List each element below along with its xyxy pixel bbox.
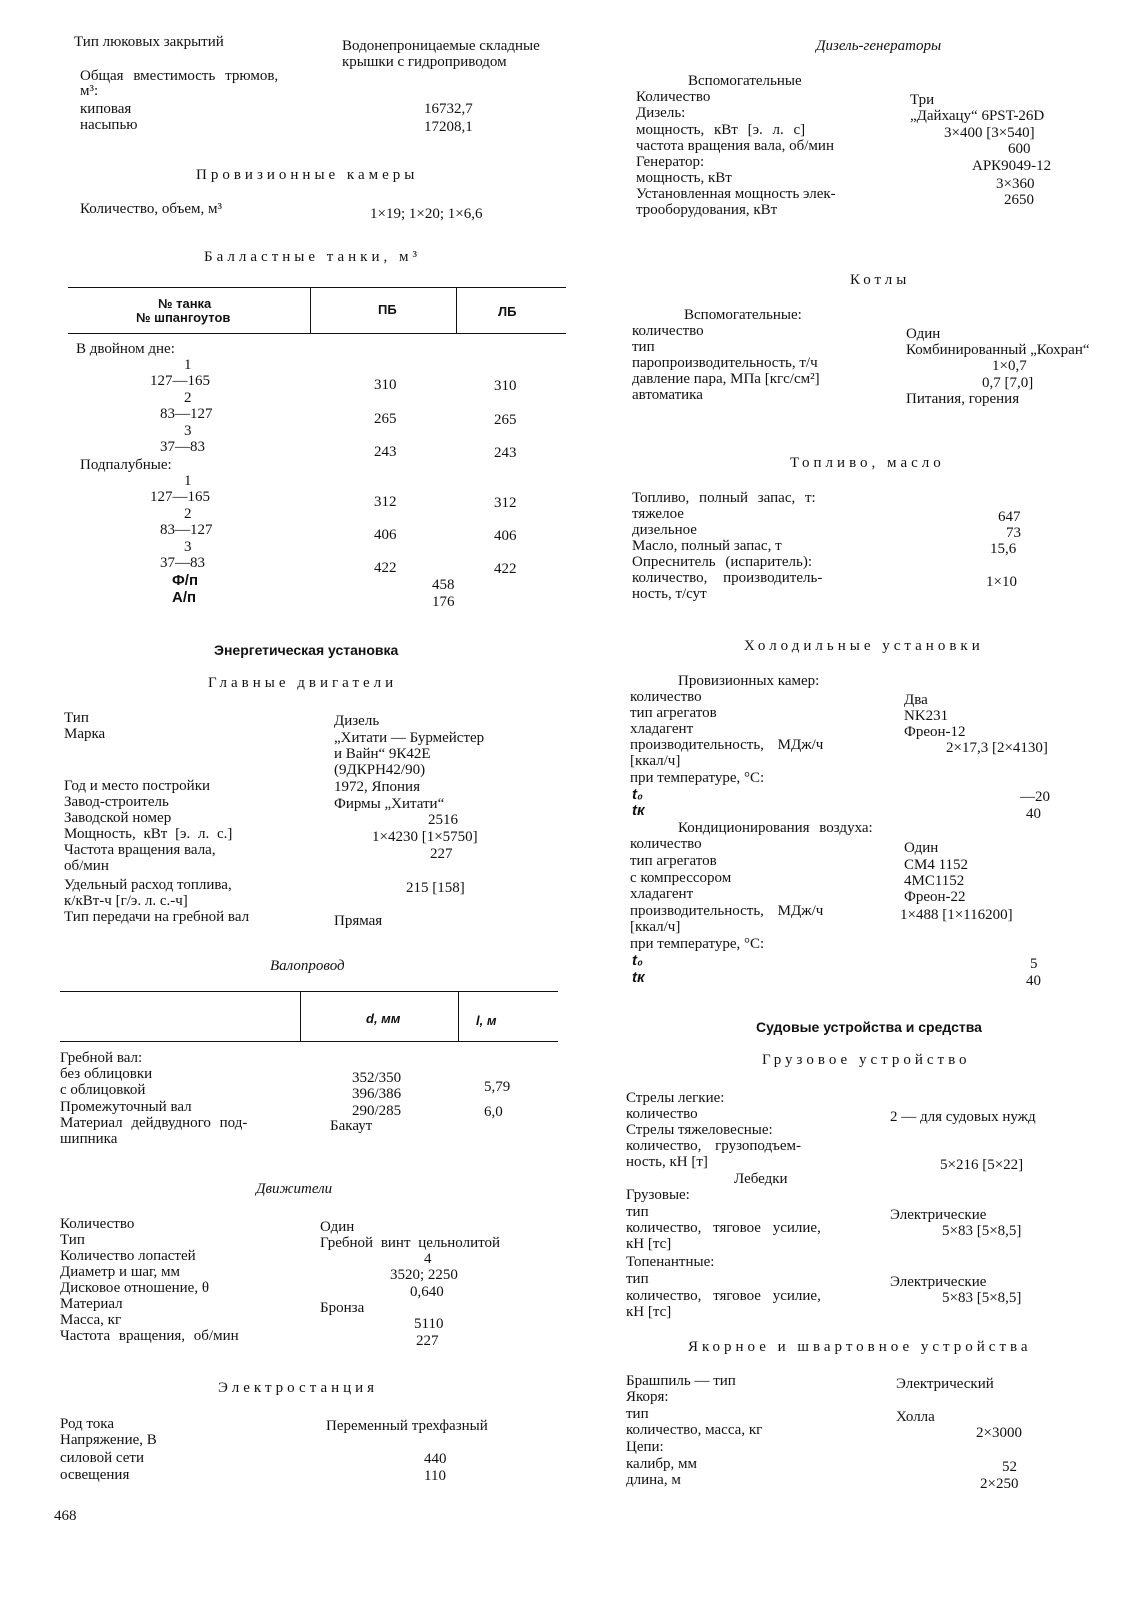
oil-value: 15,6 xyxy=(990,541,1017,557)
ac-agg-label: тип агрегатов xyxy=(630,853,717,869)
ballast-lb-value: 265 xyxy=(494,412,517,428)
engine-brand-value-3: (9ДКРН42/90) xyxy=(334,762,426,778)
cargo-winch-qty-unit: кН [тс] xyxy=(626,1236,672,1252)
inter-shaft-d: 290/285 xyxy=(352,1103,402,1119)
hatch-type-value: Водонепроницаемые складные xyxy=(342,38,540,54)
prop-blades-value: 4 xyxy=(424,1251,432,1267)
boiler-pressure-value: 0,7 [7,0] xyxy=(982,375,1034,391)
boiler-type-label: тип xyxy=(632,339,655,355)
diesel-aux-label: Вспомогательные xyxy=(688,73,802,89)
boiler-auto-label: автоматика xyxy=(632,387,703,403)
heavy-booms-label: Стрелы тяжеловесные: xyxy=(626,1122,773,1138)
boiler-qty-label: количество xyxy=(632,323,704,339)
boiler-type-value: Комбинированный „Кохран“ xyxy=(906,342,1090,358)
ac-qty-label: количество xyxy=(630,836,702,852)
prop-rpm-label: Частота вращения, об/мин xyxy=(60,1328,239,1344)
engine-builder-value: Фирмы „Хитати“ xyxy=(334,796,445,812)
boiler-steam-value: 1×0,7 xyxy=(992,358,1027,374)
topping-qty-value: 5×83 [5×8,5] xyxy=(942,1290,1022,1306)
engine-rpm-label: Частота вращения вала, xyxy=(64,842,216,858)
fuel-oil-title: Топливо, масло xyxy=(790,455,945,471)
ballast-pb-value: 265 xyxy=(374,411,397,427)
boilers-title: Котлы xyxy=(850,272,911,288)
engine-brand-label: Марка xyxy=(64,726,106,742)
engine-fuel-value: 215 [158] xyxy=(406,880,465,896)
anchors-label: Якоря: xyxy=(626,1389,669,1405)
diesel-label: Дизель: xyxy=(636,105,686,121)
main-engines-title: Главные двигатели xyxy=(208,675,398,691)
refrig-cap-value: 2×17,3 [2×4130] xyxy=(946,740,1048,756)
diesel-rpm-label: частота вращения вала, об/мин xyxy=(636,138,834,154)
ballast-head-pb: ПБ xyxy=(378,302,397,317)
ballast-lb-value: 422 xyxy=(494,561,517,577)
heavy-booms-qty-value: 5×216 [5×22] xyxy=(940,1157,1024,1173)
shaft-title: Валопровод xyxy=(270,958,345,974)
cargo-winches-label: Грузовые: xyxy=(626,1187,690,1203)
lining-d: 396/386 xyxy=(352,1086,402,1102)
no-lining-d: 352/350 xyxy=(352,1070,402,1086)
engine-drive-label: Тип передачи на гребной вал xyxy=(64,909,250,925)
lining-label: с облицовкой xyxy=(60,1082,146,1098)
light-booms-label: Стрелы легкие: xyxy=(626,1090,725,1106)
chain-length-value: 2×250 xyxy=(980,1476,1019,1492)
prop-diameter-value: 3520; 2250 xyxy=(390,1267,458,1283)
refrig-agg-value: NK231 xyxy=(904,708,949,724)
engine-builder-label: Завод-строитель xyxy=(64,794,169,810)
power-net-label: силовой сети xyxy=(60,1450,145,1466)
power-net-value: 440 xyxy=(424,1451,447,1467)
heavy-fuel-value: 647 xyxy=(998,509,1021,525)
grain-value: 17208,1 xyxy=(424,119,473,135)
diesel-gen-title: Дизель-генераторы xyxy=(816,38,942,54)
ballast-table-divider-2 xyxy=(456,287,457,333)
desalinator-label: Опреснитель (испаритель): xyxy=(632,554,812,570)
generator-value: АРК9049-12 xyxy=(972,158,1052,174)
hatch-type-label: Тип люковых закрытий xyxy=(74,34,224,50)
provision-title: Провизионные камеры xyxy=(196,167,419,183)
boilers-aux-label: Вспомогательные: xyxy=(684,307,802,323)
prop-shaft-label: Гребной вал: xyxy=(60,1050,143,1066)
ac-label: Кондиционирования воздуха: xyxy=(678,820,873,836)
engine-fuel-label: Удельный расход топлива, xyxy=(64,877,232,893)
inter-shaft-label: Промежуточный вал xyxy=(60,1099,192,1115)
shaft-table-divider-2 xyxy=(458,991,459,1041)
prop-shaft-l: 5,79 xyxy=(484,1079,511,1095)
topping-winches-label: Топенантные: xyxy=(626,1254,715,1270)
grain-label: насыпью xyxy=(80,117,138,133)
engine-brand-value: „Хитати — Бурмейстер xyxy=(334,730,485,746)
refrig-qty-value: Два xyxy=(904,692,928,708)
boiler-auto-value: Питания, горения xyxy=(906,391,1020,407)
ac-comp-label: с компрессором xyxy=(630,870,732,886)
shaft-head-l: l, м xyxy=(476,1013,497,1028)
ballast-pb-value: 243 xyxy=(374,444,397,460)
anchor-mooring-title: Якорное и швартовное устройства xyxy=(688,1339,1032,1355)
bearing-label: Материал дейдвудного под- xyxy=(60,1115,248,1131)
ac-agent-value: Фреон-22 xyxy=(904,889,966,905)
engine-rpm-value: 227 xyxy=(430,846,453,862)
lighting-value: 110 xyxy=(424,1468,446,1484)
engine-rpm-unit: об/мин xyxy=(64,858,109,874)
anchor-qty-label: количество, масса, кг xyxy=(626,1422,763,1438)
ballast-frames: 127—165 xyxy=(150,489,210,505)
heavy-fuel-label: тяжелое xyxy=(632,506,684,522)
prop-material-label: Материал xyxy=(60,1296,123,1312)
power-station-title: Электростанция xyxy=(218,1380,379,1396)
bale-value: 16732,7 xyxy=(424,101,473,117)
ballast-tank-number: 3 xyxy=(184,539,192,555)
ballast-head-frames: № шпангоутов xyxy=(136,310,231,325)
refrig-tk-value: 40 xyxy=(1026,806,1041,822)
ballast-frames: 83—127 xyxy=(160,406,213,422)
ac-tk-value: 40 xyxy=(1026,973,1041,989)
bale-label: киповая xyxy=(80,101,132,117)
current-value: Переменный трехфазный xyxy=(326,1418,488,1434)
generator-label: Генератор: xyxy=(636,154,705,170)
fp-value: 458 xyxy=(432,577,455,593)
ballast-pb-value: 422 xyxy=(374,560,397,576)
prop-material-value: Бронза xyxy=(320,1300,365,1316)
ballast-lb-value: 243 xyxy=(494,445,517,461)
ballast-tank-number: 2 xyxy=(184,506,192,522)
prop-qty-label: Количество xyxy=(60,1216,135,1232)
ballast-lb-value: 406 xyxy=(494,528,517,544)
installed-power-label: Установленная мощность элек- xyxy=(636,186,836,202)
shaft-head-d: d, мм xyxy=(366,1011,401,1026)
oil-label: Масло, полный запас, т xyxy=(632,538,782,554)
chain-caliber-value: 52 xyxy=(1002,1459,1017,1475)
ballast-table-divider-1 xyxy=(310,287,311,333)
heavy-booms-qty-unit: ность, кН [т] xyxy=(626,1154,708,1170)
refrig-agent-value: Фреон-12 xyxy=(904,724,966,740)
ac-agg-value: СМ4 1152 xyxy=(904,857,969,873)
light-booms-qty-label: количество xyxy=(626,1106,698,1122)
voltage-label: Напряжение, В xyxy=(60,1432,157,1448)
diesel-power-value: 3×400 [3×540] xyxy=(944,125,1035,141)
diesel-qty-value: Три xyxy=(910,92,935,108)
power-plant-title: Энергетическая установка xyxy=(214,642,399,658)
diesel-power-label: мощность, кВт [э. л. с] xyxy=(636,122,806,138)
lighting-label: освещения xyxy=(60,1467,130,1483)
prop-type-value: Гребной винт цельнолитой xyxy=(320,1235,501,1251)
prop-qty-value: Один xyxy=(320,1219,355,1235)
under-deck-label: Подпалубные: xyxy=(80,457,172,473)
chain-length-label: длина, м xyxy=(626,1472,681,1488)
double-bottom-label: В двойном дне: xyxy=(76,341,175,357)
windlass-label: Брашпиль — тип xyxy=(626,1373,736,1389)
topping-qty-label: количество, тяговое усилие, xyxy=(626,1288,821,1304)
cargo-winch-type-value: Электрические xyxy=(890,1207,987,1223)
anchor-qty-value: 2×3000 xyxy=(976,1425,1022,1441)
prov-chambers-label: Провизионных камер: xyxy=(678,673,820,689)
ap-value: 176 xyxy=(432,594,455,610)
ballast-lb-value: 310 xyxy=(494,378,517,394)
topping-type-label: тип xyxy=(626,1271,649,1287)
prop-blades-label: Количество лопастей xyxy=(60,1248,196,1264)
ac-agent-label: хладагент xyxy=(630,886,694,902)
ac-t0-value: 5 xyxy=(1030,956,1038,972)
windlass-value: Электрический xyxy=(896,1376,994,1392)
engine-serial-value: 2516 xyxy=(428,812,458,828)
no-lining-label: без облицовки xyxy=(60,1066,153,1082)
prop-diameter-label: Диаметр и шаг, мм xyxy=(60,1264,180,1280)
engine-brand-value-2: и Вайн“ 9К42Е xyxy=(334,746,431,762)
engine-drive-value: Прямая xyxy=(334,913,383,929)
desalinator-qty-value: 1×10 xyxy=(986,574,1017,590)
boiler-qty-value: Один xyxy=(906,326,941,342)
heavy-booms-qty-label: количество, грузоподъем- xyxy=(626,1138,802,1154)
engine-serial-label: Заводской номер xyxy=(64,810,172,826)
ballast-head-lb: ЛБ xyxy=(498,304,517,319)
hold-capacity-unit: м³: xyxy=(80,83,99,99)
ballast-tank-number: 1 xyxy=(184,357,192,373)
refrig-temp-label: при температуре, °С: xyxy=(630,770,765,786)
cargo-gear-title: Грузовое устройство xyxy=(762,1052,971,1068)
ac-comp-value: 4МС1152 xyxy=(904,873,965,889)
anchor-type-label: тип xyxy=(626,1406,649,1422)
ballast-pb-value: 310 xyxy=(374,377,397,393)
ac-t0-label: t₀ xyxy=(632,952,643,969)
prop-type-label: Тип xyxy=(60,1232,85,1248)
gen-power-label: мощность, кВт xyxy=(636,170,732,186)
ship-devices-title: Судовые устройства и средства xyxy=(756,1019,982,1035)
chains-label: Цепи: xyxy=(626,1439,664,1455)
ballast-tank-number: 1 xyxy=(184,473,192,489)
topping-qty-unit: кН [тс] xyxy=(626,1304,672,1320)
diesel-fuel-value: 73 xyxy=(1006,525,1021,541)
engine-year-label: Год и место постройки xyxy=(64,778,211,794)
shaft-table-divider-1 xyxy=(300,991,301,1041)
desalinator-qty-label-2: ность, т/сут xyxy=(632,586,707,602)
diesel-rpm-value: 600 xyxy=(1008,141,1031,157)
engine-year-value: 1972, Япония xyxy=(334,779,420,795)
diesel-value: „Дайхацу“ 6PST-26D xyxy=(910,108,1045,124)
diesel-qty-label: Количество xyxy=(636,89,711,105)
ballast-title: Балластные танки, м³ xyxy=(204,249,421,265)
current-label: Род тока xyxy=(60,1416,114,1432)
topping-type-value: Электрические xyxy=(890,1274,987,1290)
cargo-winch-type-label: тип xyxy=(626,1204,649,1220)
ac-temp-label: при температуре, °С: xyxy=(630,936,765,952)
provision-value: 1×19; 1×20; 1×6,6 xyxy=(370,206,483,222)
ac-cap-value: 1×488 [1×116200] xyxy=(900,907,1013,923)
refrig-t0-value: —20 xyxy=(1020,789,1050,805)
hold-capacity-label: Общая вместимость трюмов, xyxy=(80,68,279,84)
engine-type-value: Дизель xyxy=(334,713,380,729)
engine-type-label: Тип xyxy=(64,710,89,726)
ballast-frames: 127—165 xyxy=(150,373,210,389)
ballast-pb-value: 312 xyxy=(374,494,397,510)
ballast-tank-number: 2 xyxy=(184,390,192,406)
chain-caliber-label: калибр, мм xyxy=(626,1456,697,1472)
ballast-head-tank: № танка xyxy=(158,296,212,311)
refrig-tk-label: tк xyxy=(632,802,645,819)
cargo-winch-qty-label: количество, тяговое усилие, xyxy=(626,1220,821,1236)
ballast-frames: 37—83 xyxy=(160,439,205,455)
inter-shaft-l: 6,0 xyxy=(484,1104,503,1120)
winches-label: Лебедки xyxy=(734,1171,788,1187)
bearing-value: Бакаут xyxy=(330,1118,373,1134)
ballast-table-head-rule xyxy=(68,333,566,334)
engine-power-label: Мощность, кВт [э. л. с.] xyxy=(64,826,233,842)
ap-label: А/п xyxy=(172,589,197,606)
propulsors-title: Движители xyxy=(256,1181,333,1197)
refrig-cap-label: производительность, МДж/ч xyxy=(630,737,824,753)
refrig-t0-label: t₀ xyxy=(632,786,643,803)
anchor-type-value: Холла xyxy=(896,1409,935,1425)
ballast-frames: 37—83 xyxy=(160,555,205,571)
light-booms-qty-value: 2 — для судовых нужд xyxy=(890,1109,1036,1125)
ballast-tank-number: 3 xyxy=(184,423,192,439)
prop-disk-label: Дисковое отношение, θ xyxy=(60,1280,210,1296)
desalinator-qty-label: количество, производитель- xyxy=(632,570,823,586)
fuel-label: Топливо, полный запас, т: xyxy=(632,490,816,506)
refrig-qty-label: количество xyxy=(630,689,702,705)
page-number: 468 xyxy=(54,1508,77,1524)
prop-rpm-value: 227 xyxy=(416,1333,439,1349)
fp-label: Ф/п xyxy=(172,572,199,589)
cargo-winch-qty-value: 5×83 [5×8,5] xyxy=(942,1223,1022,1239)
left-column xyxy=(54,0,588,1607)
ballast-table-top-rule xyxy=(68,287,566,288)
installed-power-value: 2650 xyxy=(1004,192,1034,208)
right-column xyxy=(626,0,1096,1607)
bearing-label-2: шипника xyxy=(60,1131,118,1147)
engine-fuel-unit: к/кВт-ч [г/э. л. с.-ч] xyxy=(64,893,188,909)
prop-disk-value: 0,640 xyxy=(410,1284,444,1300)
ac-cap-unit: [ккал/ч] xyxy=(630,919,681,935)
boiler-pressure-label: давление пара, МПа [кгс/см²] xyxy=(632,371,820,387)
prop-mass-label: Масса, кг xyxy=(60,1312,122,1328)
shaft-table-head-rule xyxy=(60,1041,558,1042)
ac-qty-value: Один xyxy=(904,840,939,856)
ballast-lb-value: 312 xyxy=(494,495,517,511)
refrig-cap-unit: [ккал/ч] xyxy=(630,753,681,769)
gen-power-value: 3×360 xyxy=(996,176,1035,192)
ac-tk-label: tк xyxy=(632,969,645,986)
ac-cap-label: производительность, МДж/ч xyxy=(630,903,824,919)
shaft-table-top-rule xyxy=(60,991,558,992)
engine-power-value: 1×4230 [1×5750] xyxy=(372,829,478,845)
diesel-fuel-label: дизельное xyxy=(632,522,697,538)
installed-power-label-2: трооборудования, кВт xyxy=(636,202,778,218)
provision-label: Количество, объем, м³ xyxy=(80,201,222,217)
hatch-type-value-2: крышки с гидроприводом xyxy=(342,54,507,70)
boiler-steam-label: паропроизводительность, т/ч xyxy=(632,355,818,371)
ballast-pb-value: 406 xyxy=(374,527,397,543)
refrig-agent-label: хладагент xyxy=(630,721,694,737)
refrig-agg-label: тип агрегатов xyxy=(630,705,717,721)
prop-mass-value: 5110 xyxy=(414,1316,444,1332)
ballast-frames: 83—127 xyxy=(160,522,213,538)
refrigeration-title: Холодильные установки xyxy=(744,638,984,654)
